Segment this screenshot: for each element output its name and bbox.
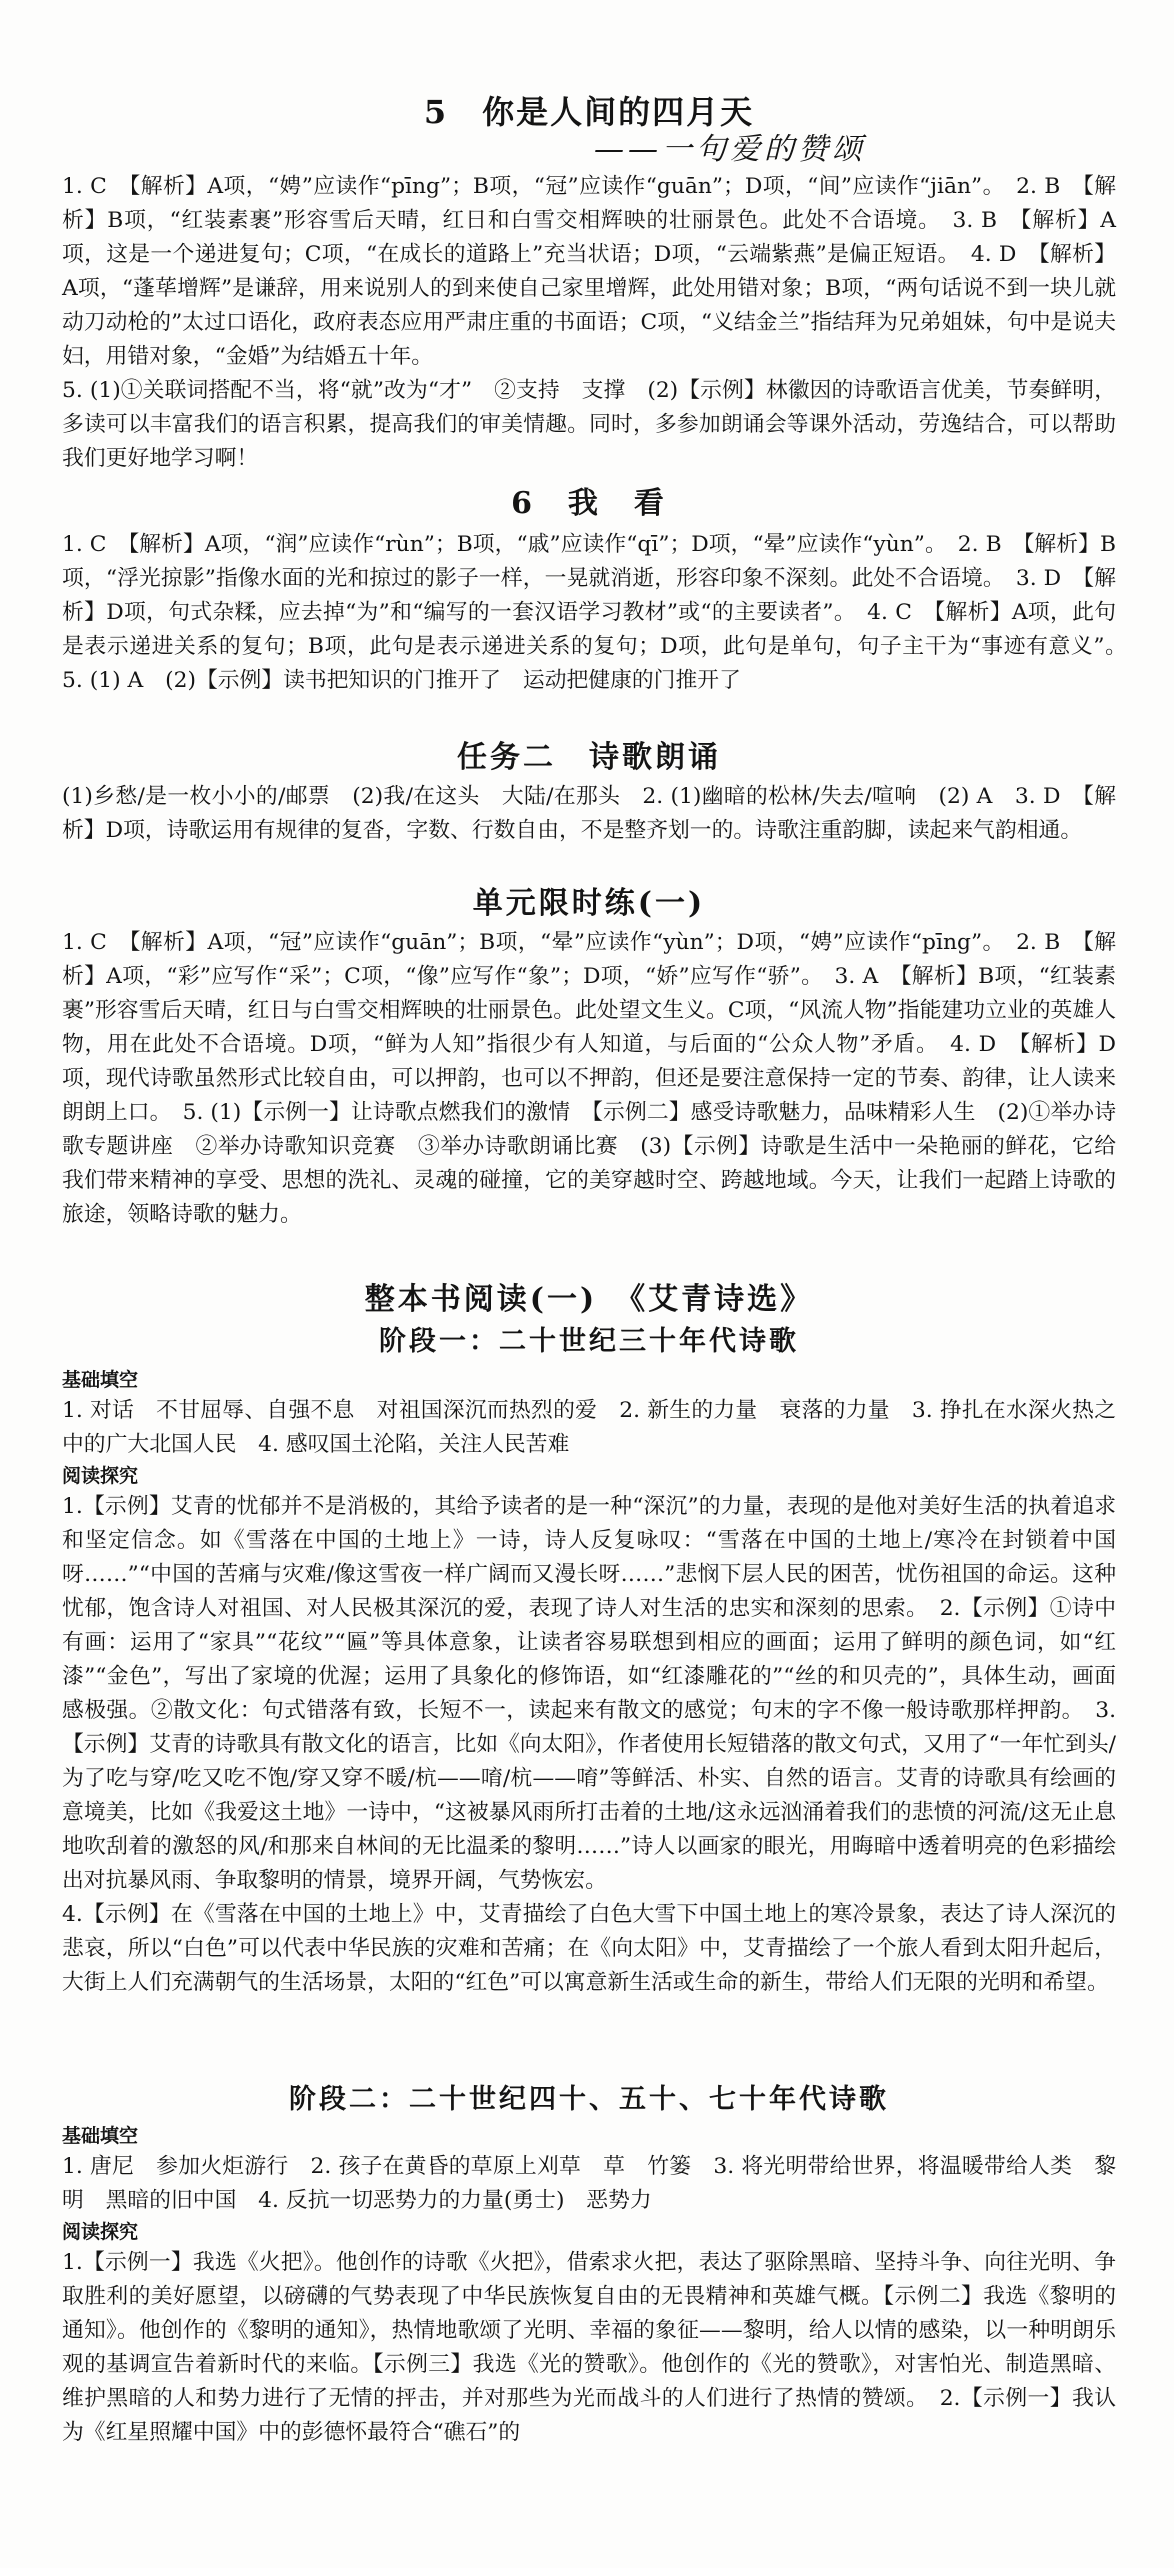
stage-2-basic: 1. 唐尼 参加火炬游行 2. 孩子在黄昏的草原上刈草 草 竹篓 3. 将光明带给世界，将温暖带给人类 黎明 黑暗的旧中国 4. 反抗一切恶势力的力量(勇士) 恶势力 xyxy=(62,2154,1116,2213)
unit-test-title: 单元限时练(一) xyxy=(472,886,706,921)
book-reading-title: 整本书阅读(一) 《艾青诗选》 xyxy=(364,1282,814,1317)
stage-1-basic-label: 基础填空 xyxy=(62,1369,139,1391)
lesson-5-answers-1: 1. C 【解析】A项，“娉”应读作“pīng”；B项，“冠”应读作“guān”；D项，“间”应读作“jiān”。 2. B 【解析】B项，“红装素裹”形容雪后天晴，红日和白雪交相辉映的壮丽景色。此处不合语境。 3. B 【解析】A项，这是一个递进复句；C项，“在成长的道路上”充当状语；D项，“云端紫燕”是偏正短语。 4. D 【解析】A项，“蓬荜增辉”是谦辞，用来说别人的到来使自己家里增辉，此处用错对象；B项，“两句话说不到一块儿就动刀动枪的”太过口语化，政府表态应用严肃庄重的书面语；C项，“义结金兰”指结拜为兄弟姐妹，句中是说夫妇，用错对象，“金婚”为结婚五十年。 xyxy=(62,174,1116,369)
stage-2-title: 阶段二：二十世纪四十、五十、七十年代诗歌 xyxy=(289,2084,889,2115)
lesson-6-answers: 1. C 【解析】A项，“润”应读作“rùn”；B项，“戚”应读作“qī”；D项，“晕”应读作“yùn”。 2. B 【解析】B项，“浮光掠影”指像水面的光和掠过的影子一样，一晃就消逝，形容印象不深刻。此处不合语境。 3. D 【解析】D项，句式杂糅，应去掉“为”和“编写的一套汉语学习教材”或“的主要读者”。 4. C 【解析】A项，此句是表示递进关系的复句；B项，此句是表示递进关系的复句；D项，此句是单句，句子主干为“事迹有意义”。 5. (1) A (2)【示例】读书把知识的门推开了 运动把健康的门推开了 xyxy=(62,532,1138,693)
stage-2-basic-label: 基础填空 xyxy=(62,2125,139,2147)
lesson-5-answers-2: 5. (1)①关联词搭配不当，将“就”改为“才” ②支持 支撑 (2)【示例】林徽因的诗歌语言优美，节奏鲜明，多读可以丰富我们的语言积累，提高我们的审美情趣。同时，多参加朗诵会等课外活动，劳逸结合，可以帮助我们更好地学习啊！ xyxy=(62,378,1116,471)
unit-test-answers: 1. C 【解析】A项，“冠”应读作“guān”；B项，“晕”应读作“yùn”；D项，“娉”应读作“pīng”。 2. B 【解析】A项，“彩”应写作“采”；C项，“像”应写作“象”；D项，“娇”应写作“骄”。 3. A 【解析】B项，“红装素裹”形容雪后天晴，红日与白雪交相辉映的壮丽景色。此处望文生义。C项，“风流人物”指能建功立业的英雄人物，用在此处不合语境。D项，“鲜为人知”指很少有人知道，与后面的“公众人物”矛盾。 4. D 【解析】D项，现代诗歌虽然形式比较自由，可以押韵，也可以不押韵，但还是要注意保持一定的节奏、韵律，让人读来朗朗上口。 5. (1)【示例一】让诗歌点燃我们的激情 【示例二】感受诗歌魅力，品味精彩人生 (2)①举办诗歌专题讲座 ②举办诗歌知识竞赛 ③举办诗歌朗诵比赛 (3)【示例】诗歌是生活中一朵艳丽的鲜花，它给我们带来精神的享受、思想的洗礼、灵魂的碰撞，它的美穿越时空、跨越地域。今天，让我们一起踏上诗歌的旅途，领略诗歌的魅力。 xyxy=(62,930,1116,1227)
stage-1-reading-label: 阅读探究 xyxy=(62,1465,139,1487)
lesson-6-title: 6 我 看 xyxy=(511,486,667,521)
stage-2-reading-1: 1.【示例一】我选《火把》。他创作的诗歌《火把》，借索求火把，表达了驱除黑暗、坚持斗争、向往光明、争取胜利的美好愿望，以磅礴的气势表现了中华民族恢复自由的无畏精神和英雄气概。【示例二】我选《黎明的通知》。他创作的《黎明的通知》，热情地歌颂了光明、幸福的象征——黎明，给人以情的感染，以一种明朗乐观的基调宣告着新时代的来临。【示例三】我选《光的赞歌》。他创作的《光的赞歌》，对害怕光、制造黑暗、维护黑暗的人和势力进行了无情的抨击，并对那些为光而战斗的人们进行了热情的赞颂。 2.【示例一】我认为《红星照耀中国》中的彭德怀最符合“礁石”的 xyxy=(62,2250,1116,2445)
stage-1-title: 阶段一：二十世纪三十年代诗歌 xyxy=(379,1326,799,1357)
stage-1-basic: 1. 对话 不甘屈辱、自强不息 对祖国深沉而热烈的爱 2. 新生的力量 衰落的力量 3. 挣扎在水深火热之中的广大北国人民 4. 感叹国土沦陷，关注人民苦难 xyxy=(62,1398,1116,1457)
stage-1-reading-2: 4.【示例】在《雪落在中国的土地上》中，艾青描绘了白色大雪下中国土地上的寒冷景象，表达了诗人深沉的悲哀，所以“白色”可以代表中华民族的灾难和苦痛；在《向太阳》中，艾青描绘了一个旅人看到太阳升起后，大街上人们充满朝气的生活场景，太阳的“红色”可以寓意新生活或生命的新生，带给人们无限的光明和希望。 xyxy=(62,1902,1116,1995)
stage-1-reading-1: 1.【示例】艾青的忧郁并不是消极的，其给予读者的是一种“深沉”的力量，表现的是他对美好生活的执着追求和坚定信念。如《雪落在中国的土地上》一诗，诗人反复咏叹：“雪落在中国的土地上/寒冷在封锁着中国呀……”“中国的苦痛与灾难/像这雪夜一样广阔而又漫长呀……”悲悯下层人民的困苦，忧伤祖国的命运。这种忧郁，饱含诗人对祖国、对人民极其深沉的爱，表现了诗人对生活的忠实和深刻的思索。 2.【示例】①诗中有画：运用了“家具”“花纹”“匾”等具体意象，让读者容易联想到相应的画面；运用了鲜明的颜色词，如“红漆”“金色”，写出了家境的优渥；运用了具象化的修饰语，如“红漆雕花的”“丝的和贝壳的”，具体生动，画面感极强。②散文化：句式错落有致，长短不一，读起来有散文的感觉；句末的字不像一般诗歌那样押韵。 3.【示例】艾青的诗歌具有散文化的语言，比如《向太阳》，作者使用长短错落的散文句式，又用了“一年忙到头/为了吃与穿/吃又吃不饱/穿又穿不暖/杭——唷/杭——唷”等鲜活、朴实、自然的语言。艾青的诗歌具有绘画的意境美，比如《我爱这土地》一诗中，“这被暴风雨所打击着的土地/这永远汹涌着我们的悲愤的河流/这无止息地吹刮着的激怒的风/和那来自林间的无比温柔的黎明……”诗人以画家的眼光，用晦暗中透着明亮的色彩描绘出对抗暴风雨、争取黎明的情景，境界开阔，气势恢宏。 xyxy=(62,1494,1116,1893)
stage-2-reading-label: 阅读探究 xyxy=(62,2221,139,2243)
task-2-title: 任务二 诗歌朗诵 xyxy=(457,740,721,775)
lesson-5-subtitle: ——一句爱的赞颂 xyxy=(594,132,866,167)
task-2-answers: (1)乡愁/是一枚小小的/邮票 (2)我/在这头 大陆/在那头 2. (1)幽暗的松林/失去/喧响 (2) A 3. D 【解析】D项，诗歌运用有规律的复沓，字数、行数自由，不是整齐划一的。诗歌注重韵脚，读起来气韵相通。 xyxy=(62,784,1116,843)
lesson-5-title: 5 你是人间的四月天 xyxy=(423,93,755,131)
